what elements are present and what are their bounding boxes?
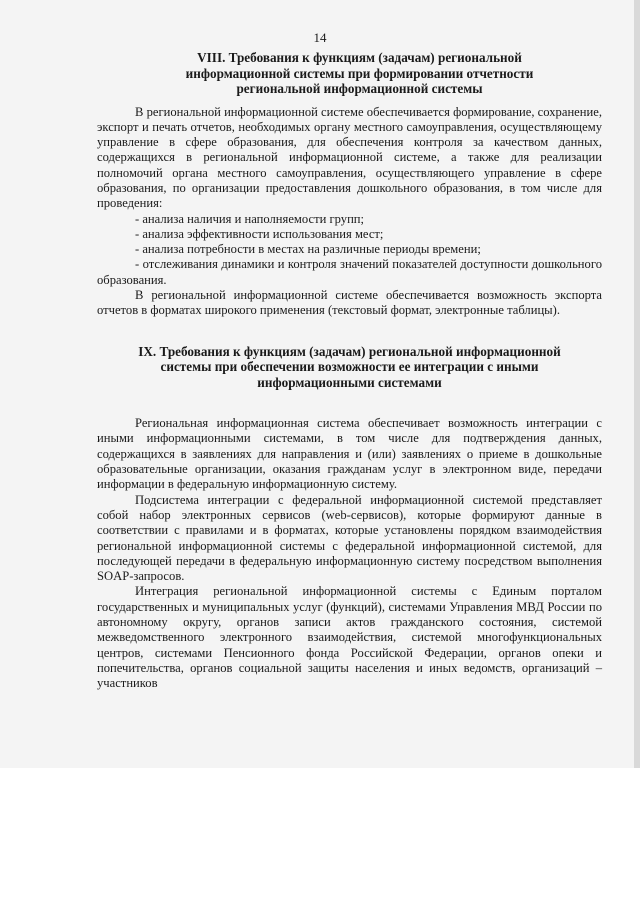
list-item: - анализа эффективности использования мест; [135, 226, 384, 241]
list-item: - анализа потребности в местах на различные периоды времени; [135, 242, 481, 257]
section-9-paragraph: Подсистема интеграции с федеральной информационной системой представляет собой набор электронных сервисов (web-сервисов), которые формируют данные в соответствии с правилами и в форматах, которые установлены порядком взаимодействия региональной информационной системы с федеральной информационной системой, для последующей передачи в федеральную информационную систему посредством выполнения SOAP-запросов. [97, 492, 602, 584]
section-8 [97, 50, 602, 319]
section-8-intro: В региональной информационной системе обеспечивается формирование, сохранение, экспорт и печать отчетов, необходимых органу местного самоуправления, осуществляющему управление в сфере образования, для обеспечения контроля за качеством данных, содержащихся в региональной информационной системе, а также для реализации полномочий органа местного самоуправления, осуществляющего управление в сфере образования, по организации предоставления дошкольного образования, в том числе для проведения: [97, 104, 602, 211]
page-content [97, 50, 602, 692]
section-9-paragraph: Интеграция региональной информационной системы с Единым порталом государственных и муниципальных услуг (функций), системами Управления МВД России по автономному округу, органов записи актов гражданского состояния, системой межведомственного электронного взаимодействия, системой многофункциональных центров, системами Пенсионного фонда Российской Федерации, органов опеки и попечительства, органов социальной защиты населения и иных ведомств, организаций – участников [97, 584, 602, 691]
section-9-title: IX. Требования к функциям (задачам) региональной информационной системы при обеспечении возможности ее интеграции с иными информационными системами [138, 343, 561, 390]
section-8-export: В региональной информационной системе обеспечивается возможность экспорта отчетов в форматах широкого применения (текстовый формат, электронные таблицы). [97, 288, 602, 318]
list-item: - отслеживания динамики и контроля значений показателей доступности дошкольного образования. [97, 257, 602, 287]
section-9 [97, 344, 602, 692]
list-item: - анализа наличия и наполняемости групп; [135, 211, 365, 226]
analysis-list [97, 212, 602, 288]
section-9-paragraph: Региональная информационная система обеспечивает возможность интеграции с иными информационными системами, в том числе для подтверждения данных, содержащихся в заявлениях для направления и (или) заявлениях о приеме в дошкольные образовательные организации, оказания гражданам услуг в электронном виде, передачи информации в федеральную информационную систему. [97, 416, 602, 492]
section-8-title: VIII. Требования к функциям (задачам) региональной информационной системы при формировании отчетности региональной информационной системы [185, 50, 534, 96]
page-number: 14 [313, 30, 327, 45]
